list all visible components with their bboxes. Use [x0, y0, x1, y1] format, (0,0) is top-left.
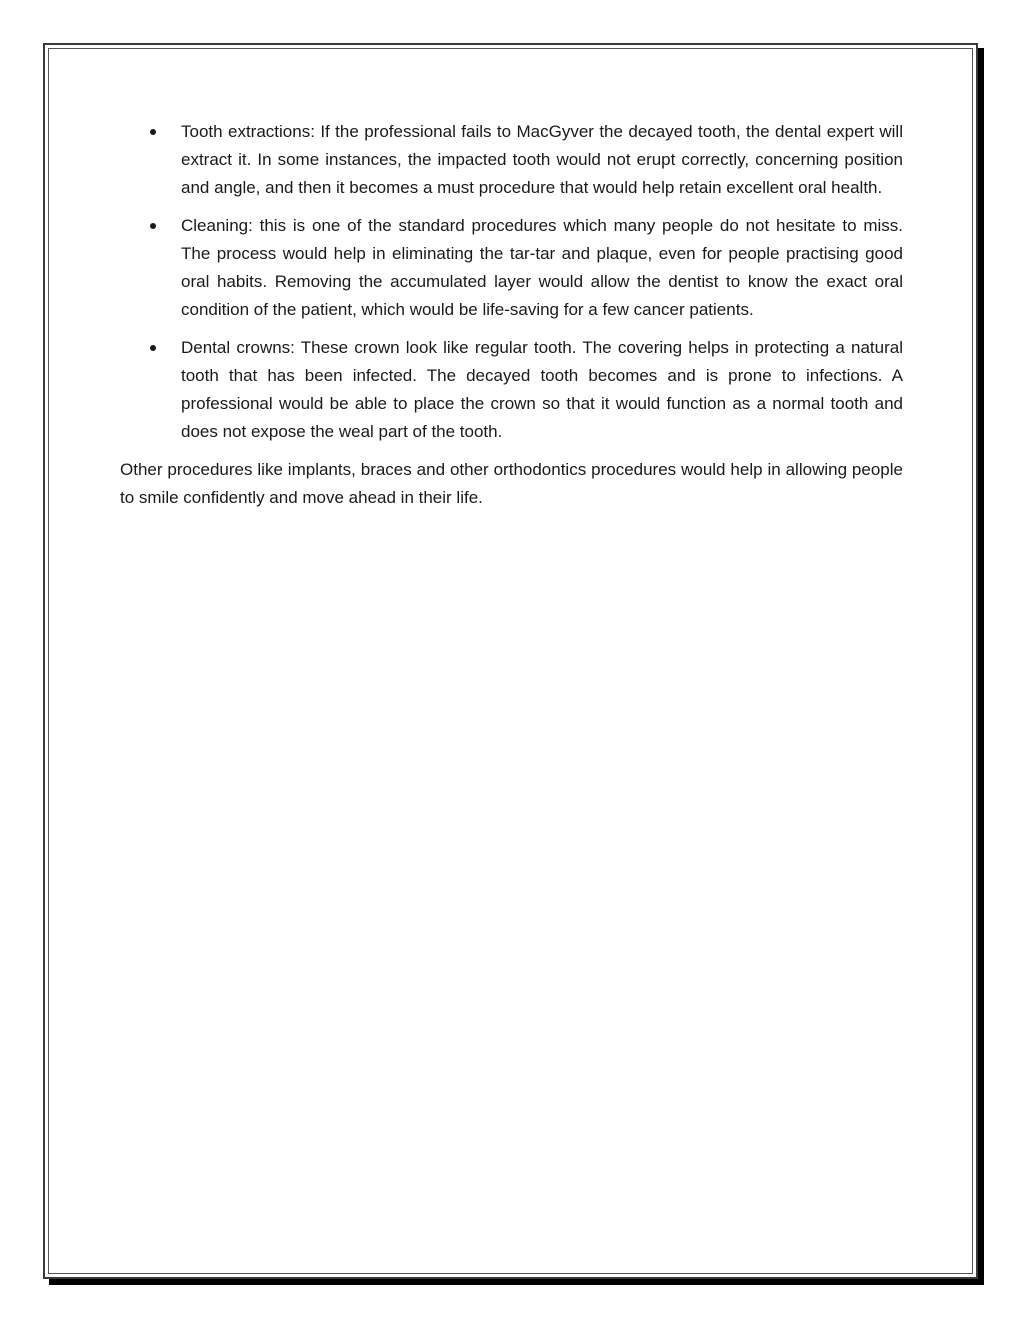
bullet-icon — [150, 129, 156, 135]
bullet-icon — [150, 345, 156, 351]
list-item-text: Tooth extractions: If the professional fails to MacGyver the decayed tooth, the dental expert will extract it. In some instances, the impacted tooth would not erupt correctly, concerning position and angle, and then it becomes a must procedure that would help retain excellent oral health. — [181, 122, 903, 197]
list-item-text: Cleaning: this is one of the standard procedures which many people do not hesitate to miss. The process would help in eliminating the tar-tar and plaque, even for people practising good oral habits. Removing the accumulated layer would allow the dentist to know the exact oral condition of the patient, which would be life-saving for a few cancer patients. — [181, 216, 903, 319]
list-item — [120, 212, 903, 324]
list-item — [120, 118, 903, 202]
document-body — [120, 118, 903, 512]
procedure-list — [120, 118, 903, 446]
closing-paragraph: Other procedures like implants, braces and other orthodontics procedures would help in allowing people to smile confidently and move ahead in their life. — [120, 460, 903, 507]
list-item-text: Dental crowns: These crown look like regular tooth. The covering helps in protecting a natural tooth that has been infected. The decayed tooth becomes and is prone to infections. A professional would be able to place the crown so that it would function as a normal tooth and does not expose the weal part of the tooth. — [181, 338, 903, 441]
bullet-icon — [150, 223, 156, 229]
list-item — [120, 334, 903, 446]
